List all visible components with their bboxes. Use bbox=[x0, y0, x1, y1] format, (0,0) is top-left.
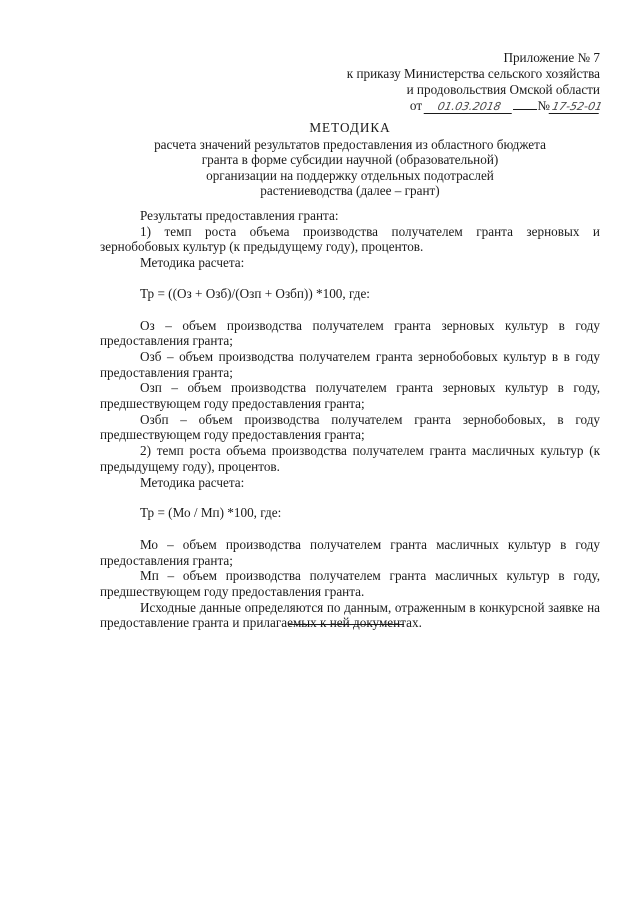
title-heading: МЕТОДИКА bbox=[309, 120, 391, 135]
closing-rule bbox=[288, 624, 404, 625]
handwritten-date: 01.03.2018 bbox=[424, 101, 515, 114]
title-line-2: гранта в форме субсидии научной (образовательной) bbox=[201, 152, 499, 167]
appendix-date-number-line bbox=[347, 98, 604, 114]
number-prefix: № bbox=[537, 98, 550, 113]
formula-1: Тр = ((Оз + Озб)/(Озп + Озбп)) *100, где: bbox=[140, 285, 370, 301]
title-line-4: растениеводства (далее – грант) bbox=[260, 183, 440, 198]
method-label-1: Методика расчета: bbox=[140, 255, 245, 271]
result-item-1: 1) темп роста объема производства получателем гранта зерновых и зернобобовых культур (к предыдущему году), процентов. bbox=[100, 223, 600, 255]
date-prefix: от bbox=[409, 98, 423, 113]
definition-ozp: Озп – объем производства получателем гранта зерновых культур в году, предшествующем году предоставления гранта; bbox=[100, 380, 600, 412]
definition-ozb: Озб – объем производства получателем гранта зернобобовых культур в в году предоставления гранта; bbox=[100, 348, 600, 380]
appendix-order-line: к приказу Министерства сельского хозяйства bbox=[346, 66, 600, 81]
title-line-1: расчета значений результатов предоставления из областного бюджета bbox=[154, 136, 546, 152]
handwritten-number: 17-52-01 bbox=[549, 101, 602, 114]
definition-oz: Оз – объем производства получателем гранта зерновых культур в году предоставления гранта; bbox=[100, 317, 600, 349]
appendix-block bbox=[346, 50, 604, 114]
title-line-3: организации на поддержку отдельных подотраслей bbox=[206, 167, 494, 183]
results-intro: Результаты предоставления гранта: bbox=[140, 208, 339, 223]
definition-mp: Мп – объем производства получателем гранта масличных культур в году, предшествующем году предоставления гранта. bbox=[100, 568, 600, 600]
source-data-note: Исходные данные определяются по данным, отраженным в конкурсной заявке на предоставление гранта и прилагаемых к ней документах. bbox=[100, 599, 600, 631]
formula-2: Тр = (Мо / Мп) *100, где: bbox=[140, 505, 282, 521]
appendix-ministry-line: и продовольствия Омской области bbox=[406, 82, 600, 97]
definition-ozbp: Озбп – объем производства получателем гранта зернобобовых, в году предшествующем году предоставления гранта; bbox=[100, 411, 600, 443]
method-label-2: Методика расчета: bbox=[140, 474, 245, 490]
document-title bbox=[100, 120, 600, 199]
document-body bbox=[100, 208, 600, 631]
result-item-2: 2) темп роста объема производства получателем гранта масличных культур (к предыдущему году), процентов. bbox=[100, 443, 600, 474]
blank-line bbox=[513, 109, 537, 110]
definition-mo: Мо – объем производства получателем гранта масличных культур в году предоставления гранта; bbox=[100, 536, 600, 568]
appendix-title: Приложение № 7 bbox=[503, 50, 600, 65]
